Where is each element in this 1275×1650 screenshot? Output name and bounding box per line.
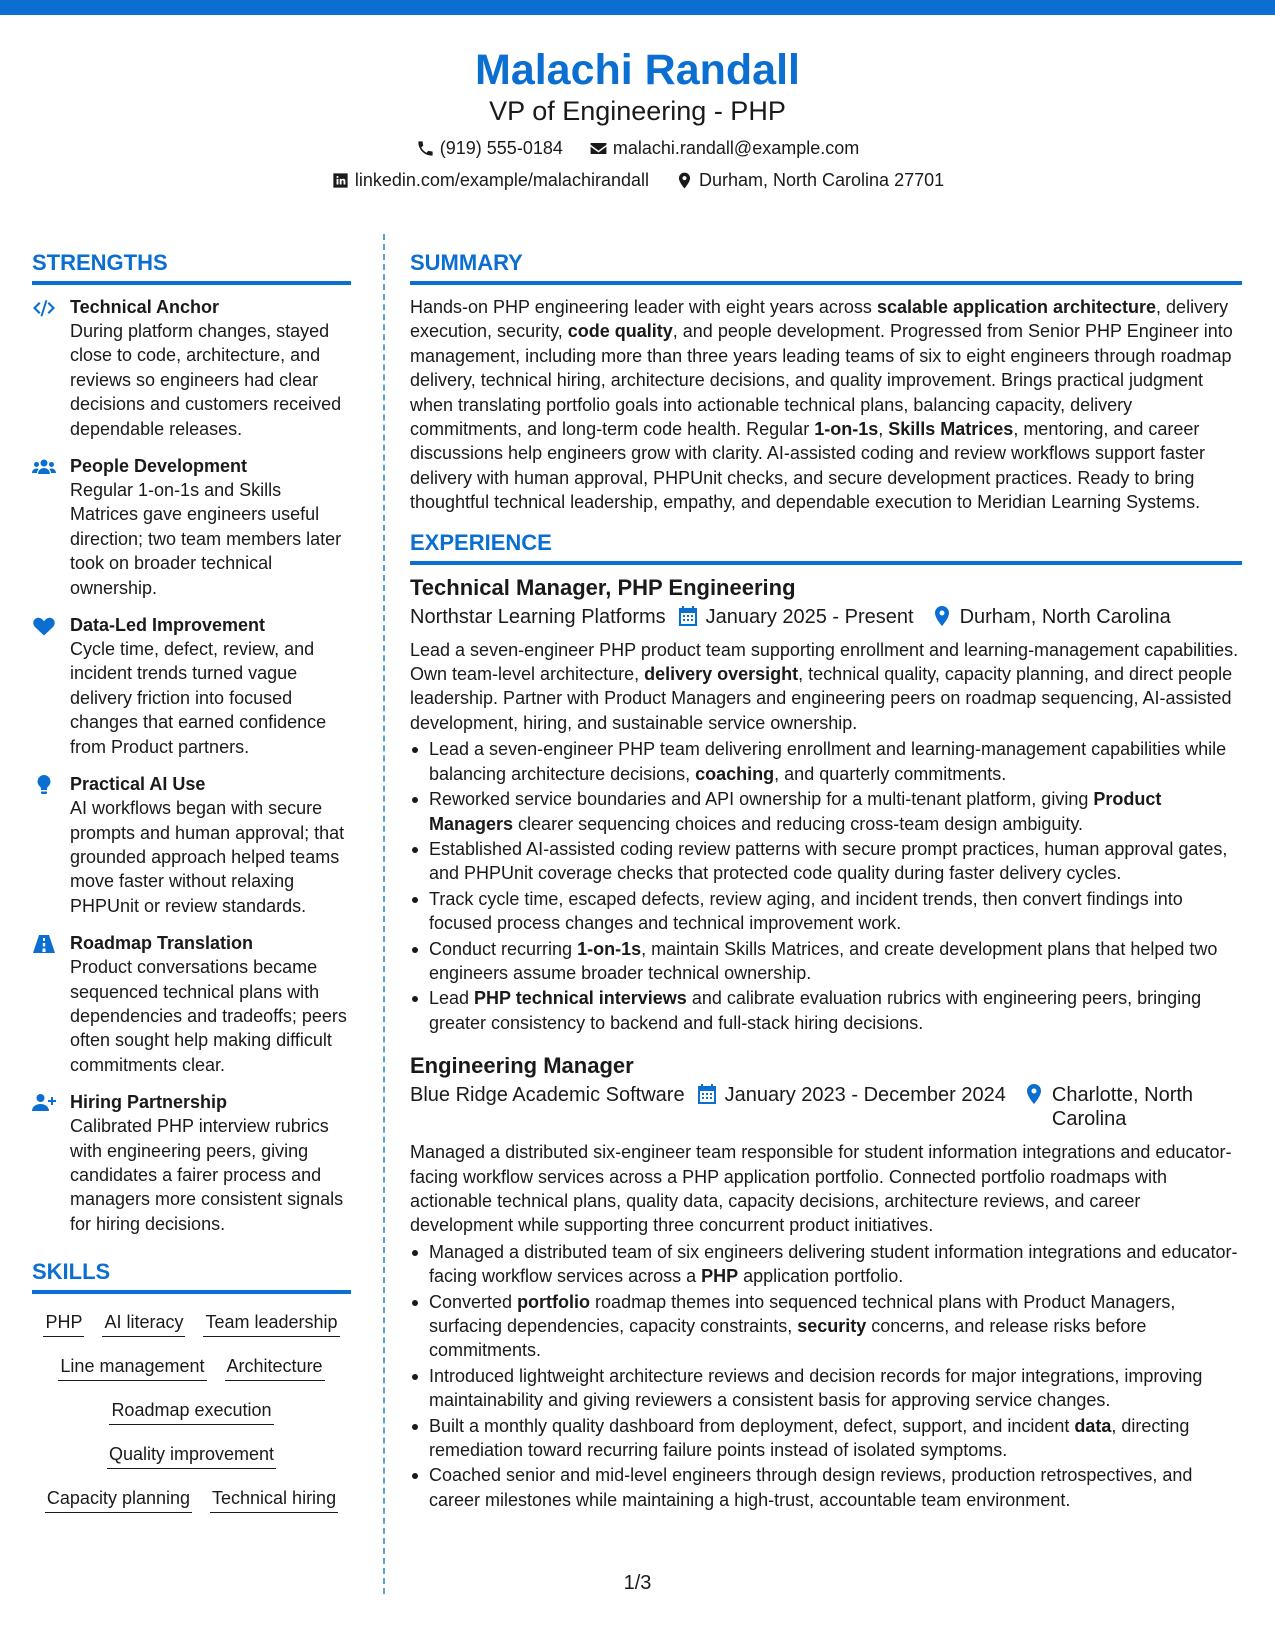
text-run: Lead <box>429 988 475 1009</box>
contact-row-2 <box>0 168 1275 192</box>
job-meta <box>410 605 1242 629</box>
job-description <box>410 1140 1242 1238</box>
summary-text <box>410 295 1242 515</box>
skill-tag: Quality improvement <box>107 1442 276 1469</box>
text-run: Managed a distributed six-engineer team responsible for student information integrations and educator-facing workflow services across a PHP application portfolio. Connected portfolio roadmaps with actionable technical plans, quality data, capacity decisions, architecture reviews, and career development while supporting three concurrent product initiatives. <box>410 1142 1232 1236</box>
text-run: Lead a seven-engineer PHP product team supporting enrollment and learning-management capabilities. Own team-level architecture, <box>410 639 1239 685</box>
user-plus-icon <box>32 1092 56 1114</box>
bold-phrase: PHP technical interviews <box>474 988 687 1009</box>
lightbulb-icon <box>32 774 56 796</box>
skill-tag: Architecture <box>225 1354 325 1381</box>
linkedin-icon <box>331 171 350 190</box>
skill-tag: Technical hiring <box>210 1486 338 1513</box>
envelope-icon <box>589 139 608 158</box>
job-dates: January 2025 - Present <box>705 605 914 628</box>
job-bullets <box>410 737 1242 1035</box>
bullet-item <box>410 737 1242 786</box>
job-entry <box>410 573 1242 1036</box>
job-dates: January 2023 - December 2024 <box>724 1084 1006 1107</box>
strength-item <box>32 1090 351 1236</box>
strength-item <box>32 931 351 1077</box>
text-run: Lead a seven-engineer PHP team delivering enrollment and learning-management capabilities while balancing architecture decisions, <box>429 739 1227 784</box>
skill-tag: PHP <box>43 1310 84 1337</box>
text-run: Converted <box>429 1291 518 1312</box>
bold-phrase: 1-on-1s <box>577 938 642 959</box>
strength-desc: Calibrated PHP interview rubrics with engineering peers, giving candidates a fairer process and managers more consistent signals for hiring decisions. <box>70 1116 344 1234</box>
bold-phrase: code quality <box>567 321 673 342</box>
email-text: malachi.randall@example.com <box>612 138 860 158</box>
contact-linkedin[interactable] <box>331 168 649 192</box>
left-column <box>32 249 351 1513</box>
bold-phrase: security <box>797 1316 867 1336</box>
contact-row-1 <box>0 136 1275 160</box>
bullet-item <box>410 1364 1242 1413</box>
strength-name: Hiring Partnership <box>70 1092 228 1113</box>
code-icon <box>32 297 56 319</box>
text-run: Coached senior and mid-level engineers through design reviews, production retrospectives, and career milestones while maintaining a high-trust, accountable team environment. <box>429 1465 1193 1510</box>
text-run: application portfolio. <box>738 1266 904 1287</box>
bold-phrase: Skills Matrices <box>888 419 1014 440</box>
location-text: Durham, North Carolina 27701 <box>699 170 945 190</box>
job-bullets <box>410 1240 1242 1512</box>
skill-tag: Line management <box>58 1354 206 1381</box>
bold-phrase: scalable application architecture <box>876 297 1157 317</box>
text-run: , directing remediation toward recurring failure points instead of isolated symptoms. <box>429 1415 1190 1461</box>
text-run: concerns, and release risks before commitments. <box>429 1316 1147 1361</box>
strength-name: Data-Led Improvement <box>70 615 266 636</box>
strength-desc: Cycle time, defect, review, and incident trends turned vague delivery friction into focused changes that earned confidence from Product partners. <box>70 639 327 757</box>
job-title: Technical Manager, PHP Engineering <box>410 574 796 600</box>
bold-phrase: PHP <box>701 1266 739 1287</box>
contact-email[interactable] <box>589 136 859 160</box>
strength-desc: AI workflows began with secure prompts and human approval; that grounded approach helped teams move faster without relaxing PHPUnit or review standards. <box>70 798 345 916</box>
job-entry <box>410 1051 1242 1512</box>
text-run: roadmap themes into sequenced technical plans with Product Managers, surfacing dependencies, capacity constraints, <box>429 1291 1176 1336</box>
skill-tag: Team leadership <box>203 1310 339 1337</box>
text-run: Built a monthly quality dashboard from deployment, defect, support, and incident <box>429 1415 1075 1436</box>
bold-phrase: portfolio <box>517 1291 591 1312</box>
users-icon <box>32 456 56 478</box>
candidate-title: VP of Engineering - PHP <box>489 96 786 126</box>
text-run: and calibrate evaluation rubrics with engineering peers, bringing greater consistency to backend and full-stack hiring decisions. <box>429 988 1202 1033</box>
bold-phrase: 1-on-1s <box>814 419 879 440</box>
map-pin-icon <box>675 171 694 190</box>
phone-icon <box>416 139 435 158</box>
skill-tag: Roadmap execution <box>109 1398 273 1425</box>
strength-name: Roadmap Translation <box>70 933 254 954</box>
strength-desc: Regular 1-on-1s and Skills Matrices gave engineers useful direction; two team members later took on broader technical ownership. <box>70 480 342 598</box>
strengths-heading: STRENGTHS <box>32 249 351 285</box>
job-title: Engineering Manager <box>410 1053 634 1079</box>
strength-item <box>32 772 351 918</box>
bullet-item <box>410 837 1242 886</box>
bold-phrase: delivery oversight <box>644 664 799 685</box>
skill-tag: Capacity planning <box>45 1486 192 1513</box>
text-run: clearer sequencing choices and reducing cross-team design ambiguity. <box>513 813 1084 834</box>
job-location: Charlotte, North Carolina <box>1051 1084 1194 1131</box>
text-run: , technical quality, capacity planning, and direct people leadership. Partner with Product Managers and engineering peers on roadmap sequencing, AI-assisted development, hiring, and sustainable service ownership. <box>410 664 1233 733</box>
bullet-item <box>410 986 1242 1035</box>
column-divider <box>383 234 385 1594</box>
job-location: Durham, North Carolina <box>959 605 1171 628</box>
bullet-item <box>410 937 1242 986</box>
contact-phone[interactable] <box>416 136 563 160</box>
strength-name: People Development <box>70 456 248 477</box>
bold-phrase: Product Managers <box>429 789 1162 834</box>
job-description <box>410 638 1242 736</box>
text-run: Track cycle time, escaped defects, review aging, and incident trends, then convert findings into focused process changes and technical improvement work. <box>429 888 1183 934</box>
text-run: , <box>878 419 889 440</box>
text-run: , maintain Skills Matrices, and create development plans that helped two engineers assume broader technical ownership. <box>429 938 1218 983</box>
map-pin-icon <box>932 605 952 627</box>
text-run: , and people development. Progressed from Senior PHP Engineer into management, including more than three years leading teams of six to eight engineers through roadmap delivery, technical hiring, architecture decisions, and quality improvement. Brings practical judgment when translating portfolio goals into actionable technical plans, balancing capacity, delivery commitments, and long-term code health. Regular <box>410 321 1233 440</box>
strength-name: Technical Anchor <box>70 297 220 317</box>
heart-icon <box>32 615 56 637</box>
text-run: Established AI-assisted coding review patterns with secure prompt practices, human approval gates, and PHPUnit coverage checks that protected code quality during faster delivery cycles. <box>429 838 1228 884</box>
strength-item <box>32 613 351 759</box>
skills-list <box>32 1304 351 1513</box>
experience-heading: EXPERIENCE <box>410 529 1242 565</box>
strength-desc: During platform changes, stayed close to code, architecture, and reviews so engineers had clear decisions and customers received dependable releases. <box>70 321 342 439</box>
bullet-item <box>410 1463 1242 1512</box>
text-run: , mentoring, and career discussions help engineers grow with clarity. AI-assisted coding and review workflows support faster delivery with human approval, PHPUnit checks, and secure development practices. Ready to bring thoughtful technical leadership, empathy, and dependable execution to Meridian Learning Systems. <box>410 419 1206 513</box>
road-icon <box>32 933 56 955</box>
text-run: Introduced lightweight architecture reviews and decision records for major integrations, improving maintainability and giving reviewers a consistent basis for approving service changes. <box>429 1365 1203 1411</box>
bullet-item <box>410 787 1242 836</box>
bullet-item <box>410 1240 1242 1289</box>
strength-name: Practical AI Use <box>70 774 206 795</box>
text-run: Reworked service boundaries and API ownership for a multi-tenant platform, giving <box>429 789 1094 810</box>
calendar-icon <box>678 605 698 627</box>
job-meta <box>410 1083 1242 1131</box>
bold-phrase: data <box>1074 1415 1112 1436</box>
job-company: Northstar Learning Platforms <box>410 605 666 628</box>
strength-item <box>32 295 351 441</box>
strength-desc: Product conversations became sequenced technical plans with dependencies and tradeoffs; peers often sought help making difficult commitments clear. <box>70 957 347 1075</box>
map-pin-icon <box>1024 1083 1044 1105</box>
candidate-name: Malachi Randall <box>475 46 800 94</box>
job-company: Blue Ridge Academic Software <box>410 1084 685 1107</box>
calendar-icon <box>697 1083 717 1105</box>
text-run: , and quarterly commitments. <box>774 763 1007 784</box>
page-number: 1/3 <box>623 1572 652 1594</box>
skill-tag: AI literacy <box>102 1310 185 1337</box>
bullet-item <box>410 887 1242 936</box>
strength-item <box>32 454 351 600</box>
linkedin-text: linkedin.com/example/malachirandall <box>354 170 649 190</box>
text-run: , delivery execution, security, <box>410 297 1229 342</box>
text-run: Managed a distributed team of six engineers delivering student information integrations and educator-facing workflow services across a <box>429 1241 1238 1287</box>
resume-header <box>0 44 1275 192</box>
right-column <box>410 249 1242 1530</box>
bullet-item <box>410 1290 1242 1363</box>
summary-heading: SUMMARY <box>410 249 1242 285</box>
text-run: Hands-on PHP engineering leader with eight years across <box>410 297 877 317</box>
skills-heading: SKILLS <box>32 1258 351 1294</box>
phone-text: (919) 555-0184 <box>439 138 563 158</box>
text-run: Conduct recurring <box>429 938 578 959</box>
contact-location <box>675 168 944 192</box>
bold-phrase: coaching <box>695 763 775 784</box>
bullet-item <box>410 1414 1242 1463</box>
top-accent-bar <box>0 0 1275 15</box>
